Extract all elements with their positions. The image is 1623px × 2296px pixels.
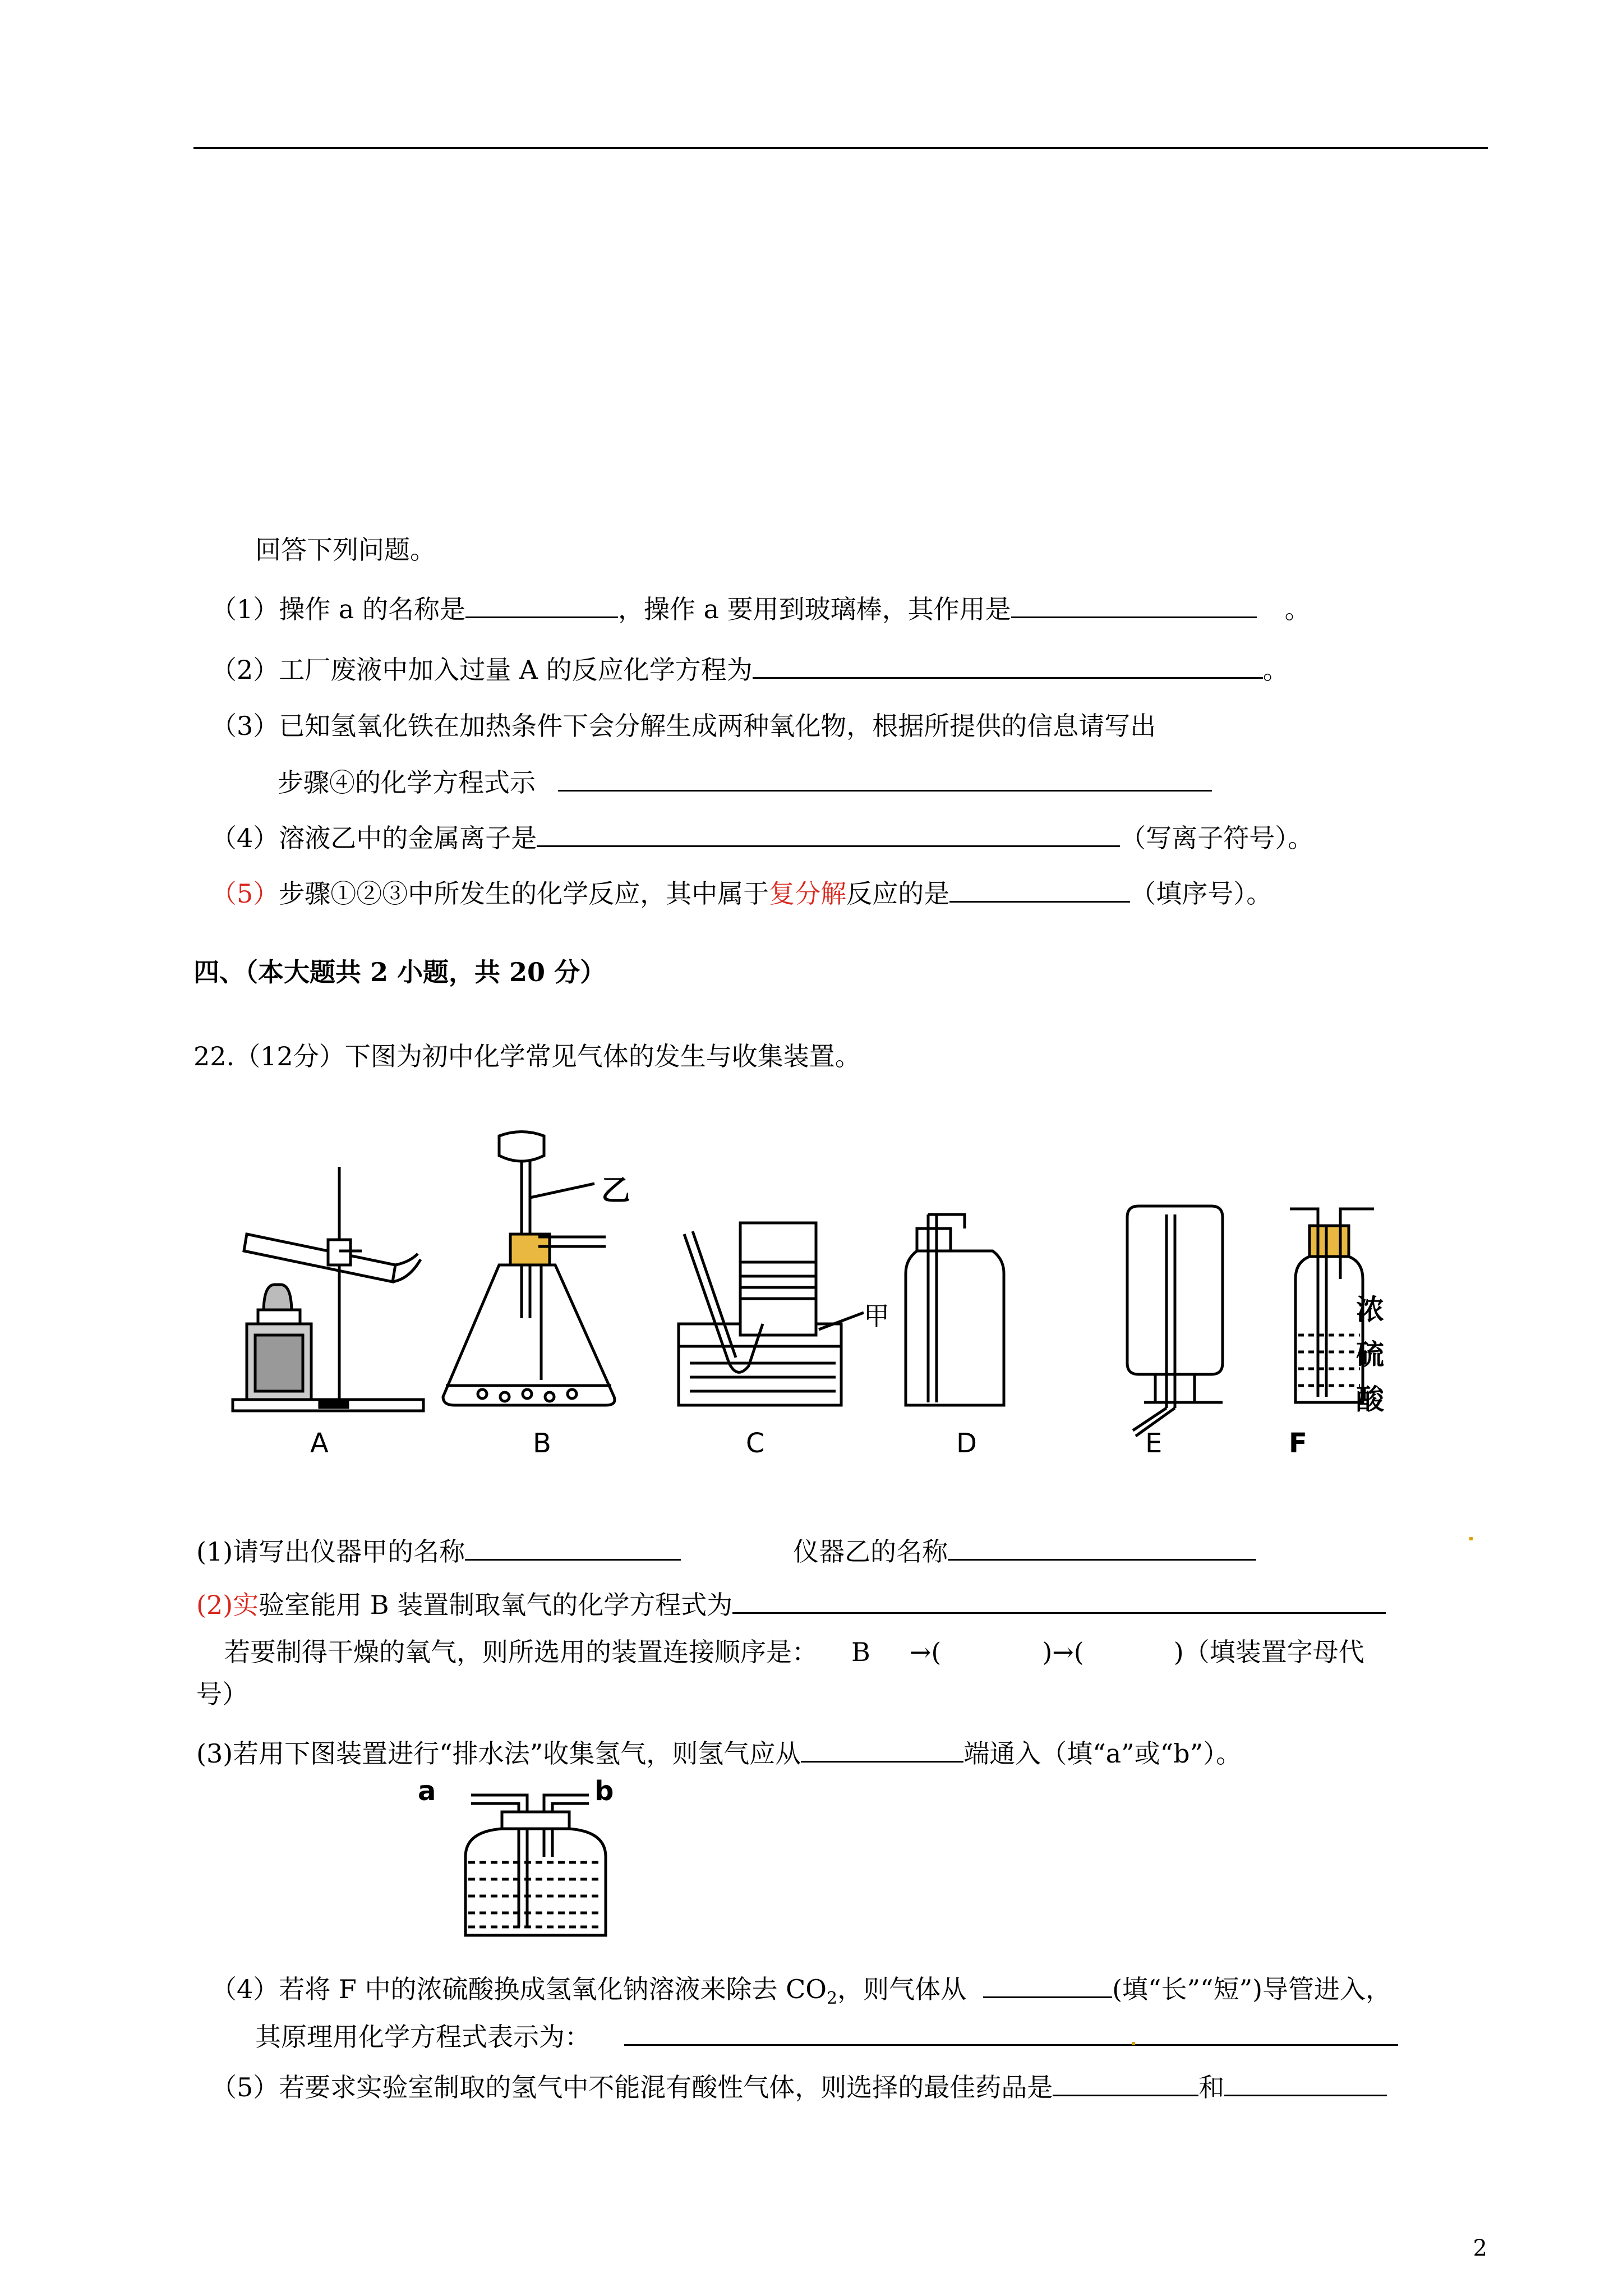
question-3-line2: 步骤④的化学方程式示 bbox=[278, 765, 1212, 799]
label-jia: 甲 bbox=[864, 1301, 889, 1331]
answer-blank-s2[interactable] bbox=[732, 1588, 1386, 1614]
f-text-2: 硫 bbox=[1356, 1338, 1384, 1371]
apparatus-label-e: E bbox=[1145, 1428, 1163, 1459]
answer-blank-q1a[interactable] bbox=[465, 592, 618, 618]
answer-blank-s5b[interactable] bbox=[1224, 2070, 1387, 2096]
bottle-label-a: a bbox=[418, 1775, 436, 1807]
apparatus-d bbox=[906, 1214, 1004, 1405]
answer-blank-q4[interactable] bbox=[537, 821, 1120, 847]
question-5: （5）步骤①②③中所发生的化学反应，其中属于复分解反应的是 （填序号）。 bbox=[211, 876, 1272, 910]
collection-bottle-figure bbox=[449, 1778, 617, 1941]
apparatus-b bbox=[443, 1132, 615, 1406]
answer-blank-s4a[interactable] bbox=[983, 1972, 1112, 1998]
question-1: （1）操作 a 的名称是 ，操作 a 要用到玻璃棒，其作用是 。 bbox=[211, 592, 1311, 626]
sub-question-2: (2)实验室能用 B 装置制取氧气的化学方程式为 bbox=[196, 1588, 1386, 1622]
header-rule bbox=[193, 147, 1488, 149]
answer-blank-s3[interactable] bbox=[801, 1736, 963, 1763]
f-text-3: 酸 bbox=[1356, 1383, 1384, 1416]
answer-blank-s4b[interactable] bbox=[624, 2019, 1398, 2046]
section-heading: 四、（本大题共 2 小题，共 20 分） bbox=[193, 957, 606, 987]
bottle-label-b: b bbox=[594, 1775, 614, 1807]
question-2: （2）工厂废液中加入过量 A 的反应化学方程为 。 bbox=[211, 652, 1289, 687]
sub-question-1: (1)请写出仪器甲的名称 仪器乙的名称 bbox=[196, 1534, 1256, 1568]
sub-question-2b: 若要制得干燥的氧气，则所选用的装置连接顺序是： B →( )→( )（填装置字母代 bbox=[224, 1637, 1364, 1667]
answer-blank-q1b[interactable] bbox=[1011, 592, 1257, 618]
answer-blank-s5a[interactable] bbox=[1053, 2070, 1198, 2096]
apparatus-label-b: B bbox=[533, 1428, 551, 1459]
answer-blank-s1b[interactable] bbox=[948, 1534, 1256, 1561]
apparatus-figure bbox=[224, 1116, 1430, 1498]
apparatus-label-c: C bbox=[746, 1428, 765, 1459]
answer-blank-q2[interactable] bbox=[753, 652, 1263, 679]
sub-question-4b: 其原理用化学方程式表示为： bbox=[255, 2019, 1398, 2054]
question-22-title: 22.（12分）下图为初中化学常见气体的发生与收集装置。 bbox=[193, 1041, 861, 1071]
apparatus-a bbox=[233, 1167, 423, 1411]
question-3: （3）已知氢氧化铁在加热条件下会分解生成两种氧化物，根据所提供的信息请写出 bbox=[211, 711, 1156, 741]
answer-blank-q3[interactable] bbox=[558, 765, 1212, 792]
question-4: （4）溶液乙中的金属离子是 （写离子符号）。 bbox=[211, 821, 1313, 855]
apparatus-label-d: D bbox=[956, 1428, 977, 1459]
sub-question-5: （5）若要求实验室制取的氢气中不能混有酸性气体，则选择的最佳药品是 和 bbox=[211, 2070, 1387, 2104]
intro-text: 回答下列问题。 bbox=[255, 535, 436, 565]
apparatus-e bbox=[1127, 1206, 1223, 1436]
stray-dot bbox=[1132, 2042, 1135, 2045]
sub-question-4: （4）若将 F 中的浓硫酸换成氢氧化钠溶液来除去 $CO_2$，则气体从 (填“长”“短”)导管进入， bbox=[211, 1972, 1391, 2016]
page-number: 2 bbox=[1473, 2235, 1487, 2261]
apparatus-label-f: F bbox=[1289, 1428, 1307, 1459]
stray-dot bbox=[1469, 1537, 1473, 1540]
apparatus-label-a: A bbox=[310, 1428, 329, 1459]
sub-question-3: (3)若用下图装置进行“排水法”收集氢气，则氢气应从 端通入（填“a”或“b”）。 bbox=[196, 1736, 1242, 1770]
f-text-1: 浓 bbox=[1356, 1294, 1384, 1326]
sub-question-2b-wrap: 号） bbox=[196, 1679, 248, 1709]
answer-blank-q5[interactable] bbox=[949, 876, 1130, 903]
apparatus-c bbox=[679, 1223, 864, 1405]
label-yi: 乙 bbox=[601, 1174, 631, 1208]
answer-blank-s1a[interactable] bbox=[465, 1534, 681, 1561]
